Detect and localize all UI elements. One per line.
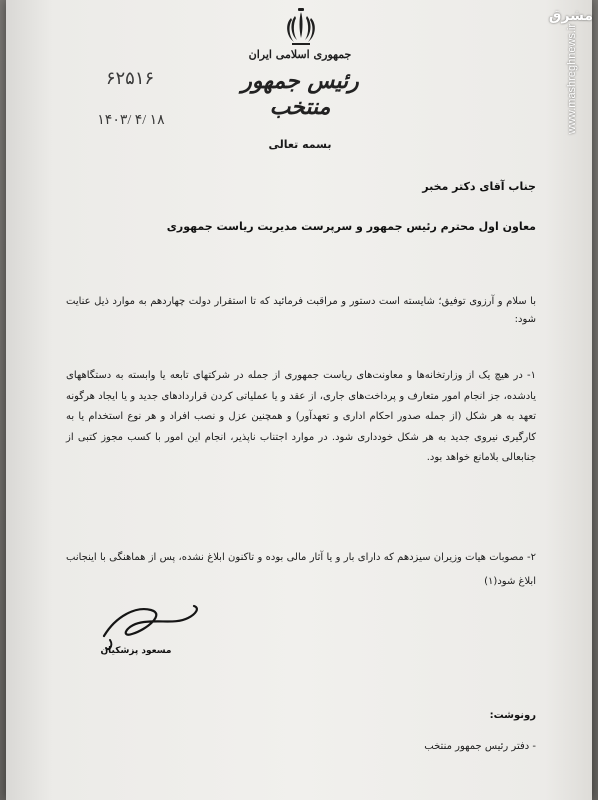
signatory-name: مسعود پزشکیان — [100, 646, 172, 656]
item-2-paragraph: ۲- مصوبات هیات وزیران سیزدهم که دارای بار و یا آثار مالی بوده و تاکنون ابلاغ نشده، پس از هماهنگی با اینجانب ابلاغ شود(۱) — [66, 552, 536, 587]
republic-line: جمهوری اسلامی ایران — [248, 48, 352, 61]
greeting-paragraph: با سلام و آرزوی توفیق؛ شایسته است دستور و مراقبت فرمائید که تا استقرار دولت چهاردهم به موارد ذیل عنایت شود: — [66, 296, 536, 325]
islamic-republic-emblem-icon — [283, 8, 319, 48]
mashregh-logo: مشرق — [548, 8, 594, 24]
document-date: ۱۴۰۳/ ۴/ ۱۸ — [97, 113, 165, 128]
president-title: رئیس جمهور منتخب — [241, 68, 359, 120]
document-number: ۶۲۵۱۶ — [105, 68, 155, 88]
invocation: بسمه تعالی — [268, 138, 332, 151]
watermark-url: www.mashreghnews.ir — [566, 23, 578, 134]
recipient-title: معاون اول محترم رئیس جمهور و سرپرست مدیریت ریاست جمهوری — [166, 220, 536, 233]
item-1-paragraph: ۱- در هیچ یک از وزارتخانه‌ها و معاونت‌های ریاست جمهوری از جمله در شرکتهای تابعه یا وابسته به دستگاههای یادشده، جز انجام امور متعارف و پرداخت‌های جاری، از عقد و یا عملیاتی کردن قراردادهای جدید و یا ایجاد هرگونه تعهد به هر شکل (از جمله صدور احکام اداری و تعهدآور) و همچنین عزل و نصب افراد و هر نوع استخدام یا به کارگیری نیروی جدید به هر شکل خودداری شود. در موارد اجتناب ناپذیر، انجام این امور با کسب مجوز کتبی از جنابعالی بلامانع خواهد بود. — [66, 370, 536, 463]
cc-title: رونوشت: — [489, 710, 536, 721]
cc-item: - دفتر رئیس جمهور منتخب — [424, 741, 536, 752]
recipient-name: جناب آقای دکتر مخبر — [422, 180, 536, 193]
